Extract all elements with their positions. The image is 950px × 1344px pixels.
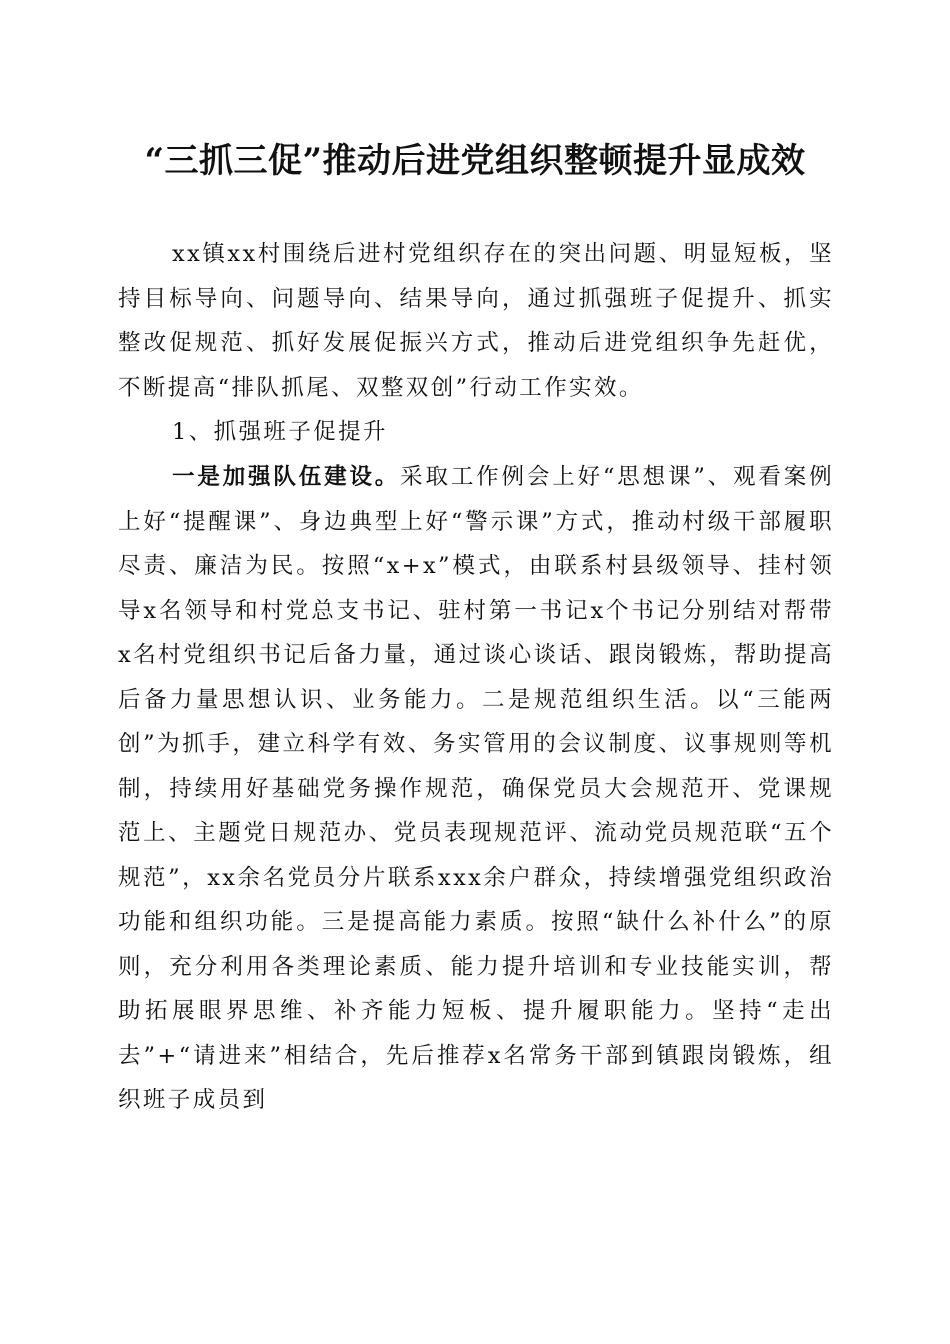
intro-paragraph: xx镇xx村围绕后进村党组织存在的突出问题、明显短板，坚持目标导向、问题导向、结果导向，通过抓强班子促提升、抓实整改促规范、抓好发展促振兴方式，推动后进党组织争先赶优，不断提高“排队抓尾、双整双创”行动工作实效。 (118, 241, 834, 401)
document-title: “三抓三促”推动后进党组织整顿提升显成效 (144, 141, 806, 181)
section-lead-text: 一是加强队伍建设。 (172, 464, 401, 490)
section-paragraph (118, 455, 834, 1123)
section-body-text: 采取工作例会上好“思想课”、观看案例上好“提醒课”、身边典型上好“警示课”方式，推动村级干部履职尽责、廉洁为民。按照“x+x”模式，由联系村县级领导、挂村领导x名领导和村党总支书记、驻村第一书记x个书记分别结对帮带x名村党组织书记后备力量，通过谈心谈话、跟岗锻炼，帮助提高后备力量思想认识、业务能力。二是规范组织生活。以“三能两创”为抓手，建立科学有效、务实管用的会议制度、议事规则等机制，持续用好基础党务操作规范，确保党员大会规范开、党课规范上、主题党日规范办、党员表现规范评、流动党员规范联“五个规范”，xx余名党员分片联系xxx余户群众，持续增强党组织政治功能和组织功能。三是提高能力素质。按照“缺什么补什么”的原则，充分利用各类理论素质、能力提升培训和专业技能实训，帮助拓展眼界思维、补齐能力短板、提升履职能力。坚持“走出去”+“请进来”相结合，先后推荐x名常务干部到镇跟岗锻炼，组织班子成员到 (118, 464, 834, 1113)
section-heading: 1、抓强班子促提升 (172, 419, 388, 445)
